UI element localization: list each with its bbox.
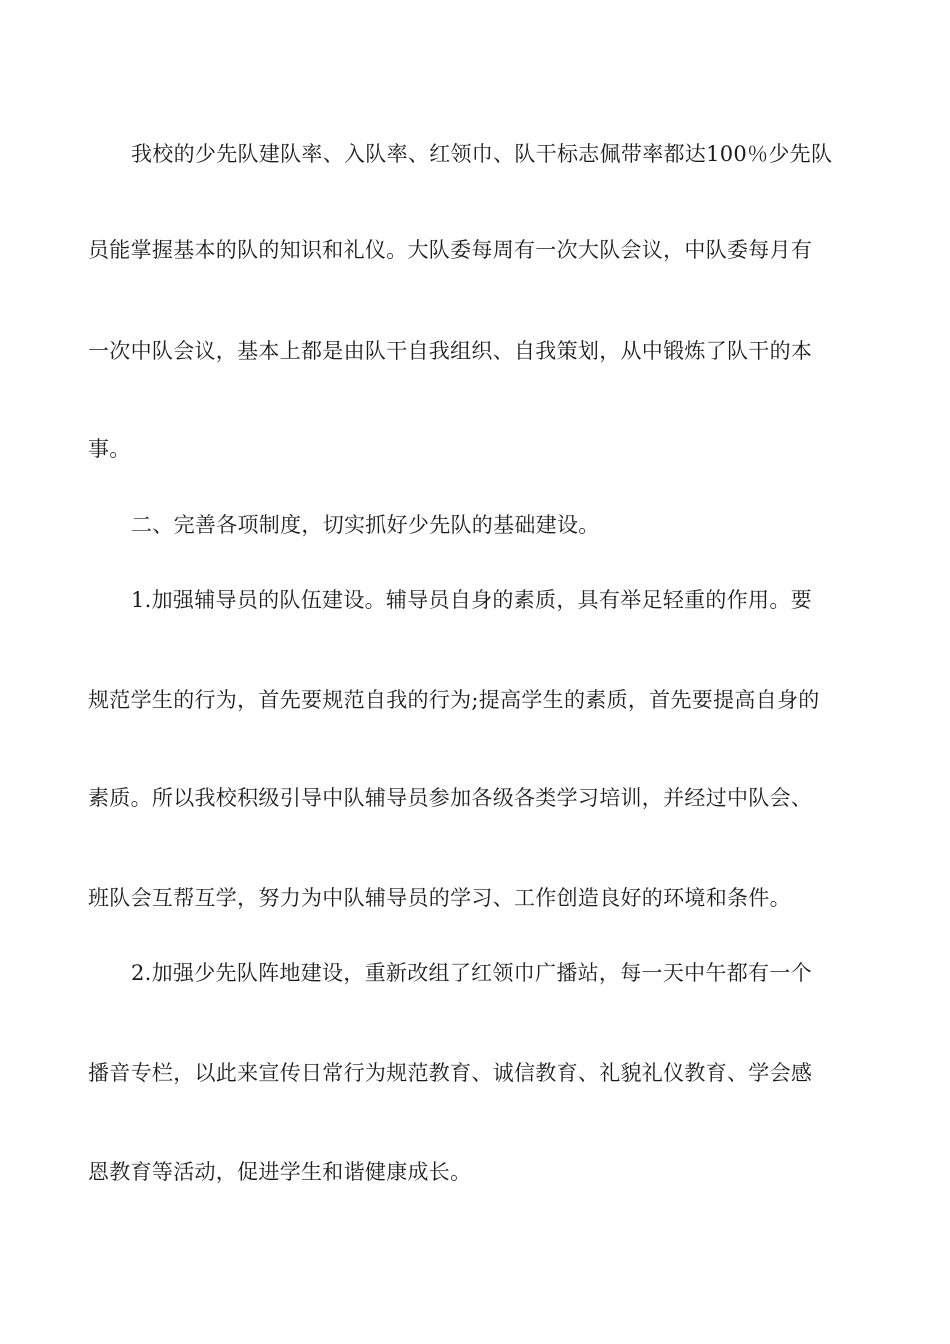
paragraph-1-line-2: 员能掌握基本的队的知识和礼仪。大队委每周有一次大队会议，中队委每月有 bbox=[88, 238, 813, 262]
paragraph-3-line-2: 播音专栏，以此来宣传日常行为规范教育、诚信教育、礼貌礼仪教育、学会感 bbox=[88, 1061, 813, 1085]
paragraph-2-line-4: 班队会互帮互学，努力为中队辅导员的学习、工作创造良好的环境和条件。 bbox=[88, 886, 791, 910]
paragraph-1-line-4: 事。 bbox=[88, 437, 131, 461]
paragraph-3-line-3: 恩教育等活动，促进学生和谐健康成长。 bbox=[88, 1160, 472, 1184]
paragraph-2-line-1: 1.加强辅导员的队伍建设。辅导员自身的素质，具有举足轻重的作用。要 bbox=[131, 588, 812, 612]
paragraph-3-line-1: 2.加强少先队阵地建设，重新改组了红领巾广播站，每一天中午都有一个 bbox=[131, 961, 812, 985]
paragraph-1-line-3: 一次中队会议，基本上都是由队干自我组织、自我策划，从中锻炼了队干的本 bbox=[88, 339, 813, 363]
paragraph-2-line-2: 规范学生的行为，首先要规范自我的行为;提高学生的素质，首先要提高自身的 bbox=[88, 688, 820, 712]
paragraph-2-line-3: 素质。所以我校积级引导中队辅导员参加各级各类学习培训，并经过中队会、 bbox=[88, 786, 813, 810]
paragraph-1-line-1: 我校的少先队建队率、入队率、红领巾、队干标志佩带率都达100％少先队 bbox=[131, 142, 833, 166]
section-heading: 二、完善各项制度，切实抓好少先队的基础建设。 bbox=[131, 513, 600, 537]
